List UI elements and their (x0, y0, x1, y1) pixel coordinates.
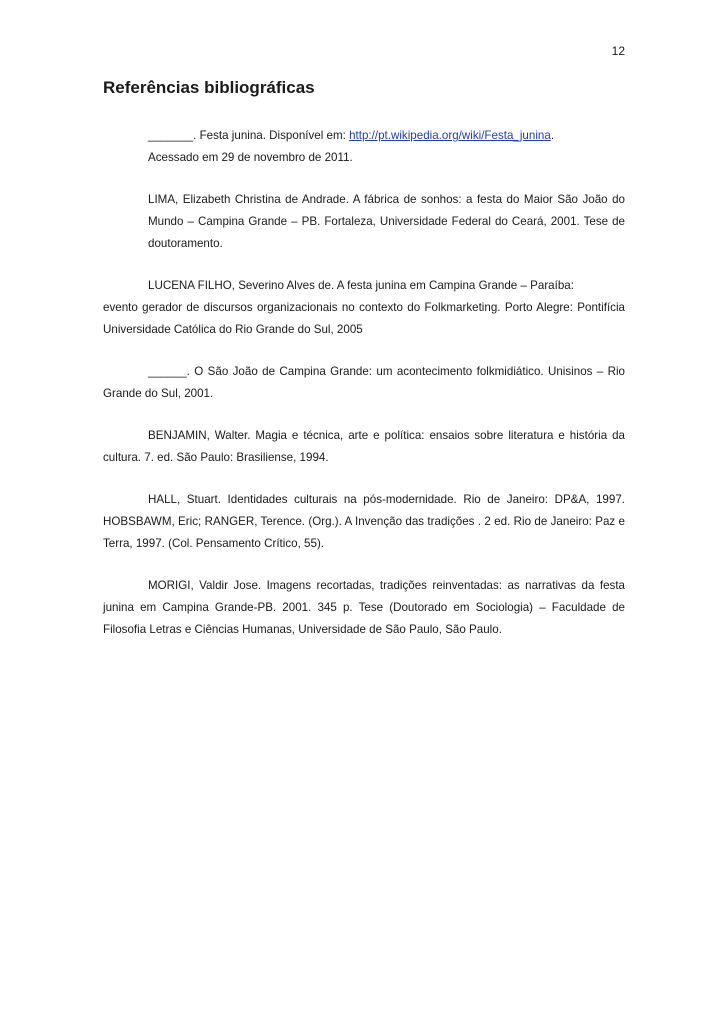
reference-line: LUCENA FILHO, Severino Alves de. A festa junina em Campina Grande – Paraíba: (148, 279, 574, 292)
reference-morigi: MORIGI, Valdir Jose. Imagens recortadas, tradições reinventadas: as narrativas da festa junina em Campina Grande-PB. 2001. 345 p. Tese (Doutorado em Sociologia) – Faculdade de Filosofia Letras e Ciências Humanas, Universidade de São Paulo, São Paulo. (103, 579, 625, 636)
reference-festa-junina (103, 125, 625, 169)
reference-line: evento gerador de discursos organizacionais no contexto do Folkmarketing. Porto Alegre: Pontifícia Universidade Católica do Rio Grande do Sul, 2005 (103, 301, 625, 336)
reference-text: . (550, 129, 555, 142)
reference-sao-joao: ______. O São João de Campina Grande: um acontecimento folkmidiático. Unisinos – Rio Grande do Sul, 2001. (103, 365, 625, 400)
reference-benjamin: BENJAMIN, Walter. Magia e técnica, arte e política: ensaios sobre literatura e história da cultura. 7. ed. São Paulo: Brasiliense, 1994. (103, 429, 625, 464)
wikipedia-link[interactable]: http://pt.wikipedia.org/wiki/Festa_junina (349, 129, 551, 142)
page-title: Referências bibliográficas (103, 78, 315, 97)
reference-access-date: Acessado em 29 de novembro de 2011. (148, 151, 353, 164)
reference-lima: LIMA, Elizabeth Christina de Andrade. A fábrica de sonhos: a festa do Maior São João do Mundo – Campina Grande – PB. Fortaleza, Universidade Federal do Ceará, 2001. Tese de doutoramento. (148, 193, 625, 250)
reference-text: _______. Festa junina. Disponível em: (148, 129, 350, 142)
page-number: 12 (611, 44, 625, 58)
reference-lucena-filho (103, 275, 625, 341)
reference-list (103, 125, 625, 661)
reference-hall-hobsbawm: HALL, Stuart. Identidades culturais na pós-modernidade. Rio de Janeiro: DP&A, 1997. HOBSBAWM, Eric; RANGER, Terence. (Org.). A Invenção das tradições . 2 ed. Rio de Janeiro: Paz e Terra, 1997. (Col. Pensamento Crítico, 55). (103, 493, 625, 550)
